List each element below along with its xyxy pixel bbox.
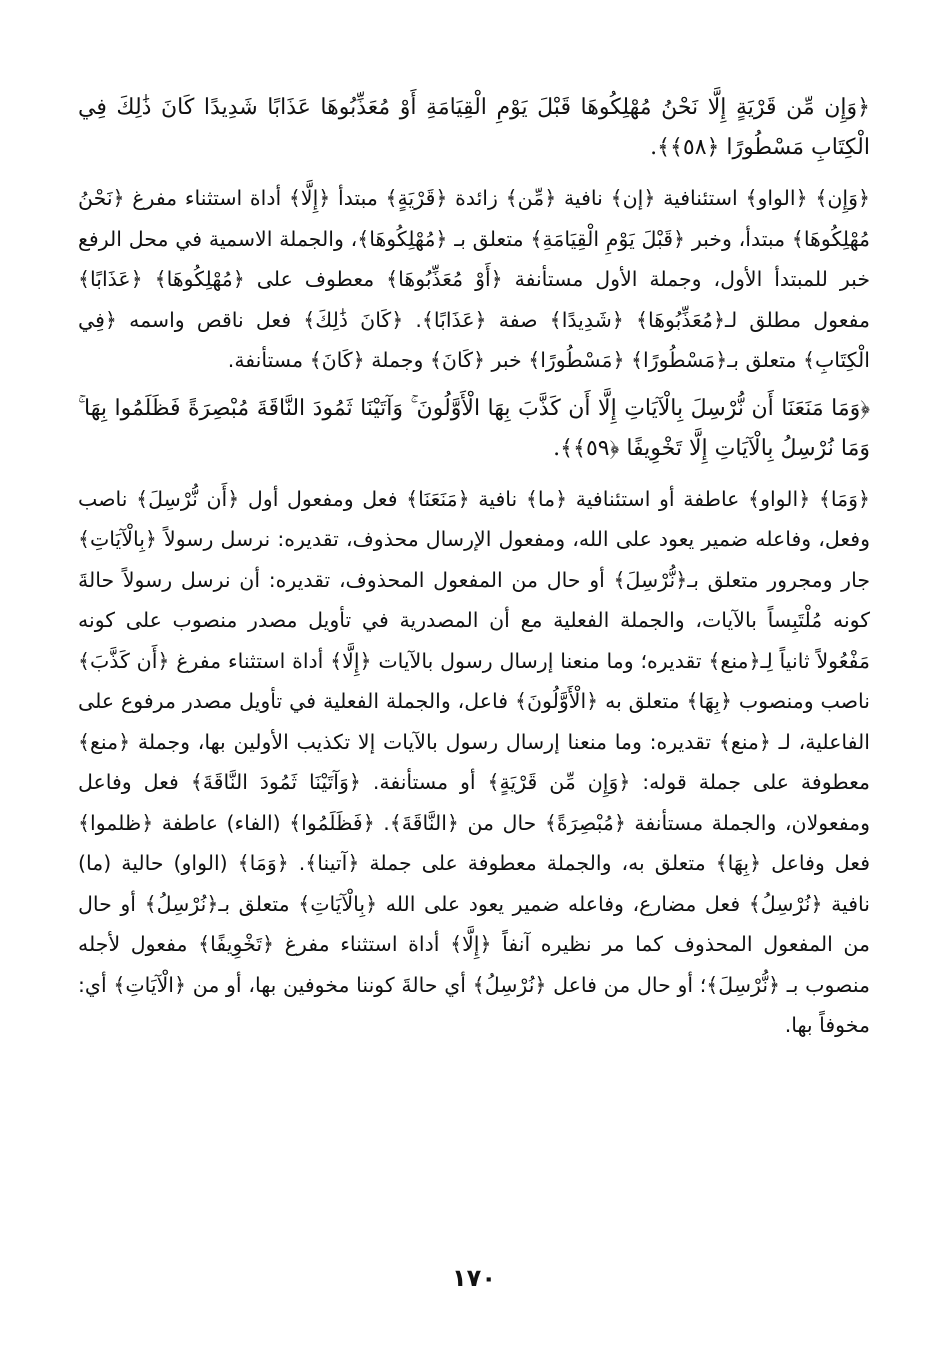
grammar-analysis-verse-58: ﴿وَإِن﴾ ﴿الواو﴾ استئنافية ﴿إن﴾ نافية ﴿مِّن﴾ زائدة ﴿قَرْيَةٍ﴾ مبتدأ ﴿إِلَّا﴾ أداة استثناء مفرغ ﴿نَحْنُ مُهْلِكُوهَا﴾ مبتدأ، وخبر ﴿قَبْلَ يَوْمِ الْقِيَامَةِ﴾ متعلق بـ ﴿مُهْلِكُوهَا﴾، والجملة الاسمية في محل الرفع خبر للمبتدأ الأول، وجملة الأول مستأنفة ﴿أَوْ مُعَذِّبُوهَا﴾ معطوف على ﴿مُهْلِكُوهَا﴾ ﴿عَذَابًا﴾ مفعول مطلق لـ﴿مُعَذِّبُوهَا﴾ ﴿شَدِيدًا﴾ صفة ﴿عَذَابًا﴾. ﴿كَانَ ذَٰلِكَ﴾ فعل ناقص واسمه ﴿فِي الْكِتَابِ﴾ متعلق بـ﴿مَسْطُورًا﴾ ﴿مَسْطُورًا﴾ خبر ﴿كَانَ﴾ وجملة ﴿كَانَ﴾ مستأنفة. bbox=[78, 186, 870, 372]
grammar-analysis-verse-59: ﴿وَمَا﴾ ﴿الواو﴾ عاطفة أو استئنافية ﴿ما﴾ نافية ﴿مَنَعَنَا﴾ فعل ومفعول أول ﴿أَن نُّرْسِلَ﴾ ناصب وفعل، وفاعله ضمير يعود على الله، ومفعول الإرسال محذوف، تقديره: نرسل رسولاً ﴿بِالْآيَاتِ﴾ جار ومجرور متعلق بـ﴿نُّرْسِلَ﴾ أو حال من المفعول المحذوف، تقديره: أن نرسل رسولاً حالةَ كونه مُلْتَبِساً بالآيات، والجملة الفعلية مع أن المصدرية في تأويل مصدر منصوب على كونه مَفْعُولاً ثانياً لِـ﴿منع﴾ تقديره؛ وما منعنا إرسال رسول بالآيات ﴿إِلَّا﴾ أداة استثناء مفرغ ﴿أَن كَذَّبَ﴾ ناصب ومنصوب ﴿بِهَا﴾ متعلق به ﴿الْأَوَّلُونَ﴾ فاعل، والجملة الفعلية في تأويل مصدر مرفوع على الفاعلية، لـ ﴿منع﴾ تقديره: وما منعنا إرسال رسول بالآيات إلا تكذيب الأولين بها، وجملة ﴿منع﴾ معطوفة على جملة قوله: ﴿وَإِن مِّن قَرْيَةٍ﴾ أو مستأنفة. ﴿وَآتَيْنَا ثَمُودَ النَّاقَةَ﴾ فعل وفاعل ومفعولان، والجملة مستأنفة ﴿مُبْصِرَةً﴾ حال من ﴿النَّاقَةَ﴾. ﴿فَظَلَمُوا﴾ (الفاء) عاطفة ﴿ظلموا﴾ فعل وفاعل ﴿بِهَا﴾ متعلق به، والجملة معطوفة على جملة ﴿آتينا﴾. ﴿وَمَا﴾ (الواو) حالية (ما) نافية ﴿نُرْسِلُ﴾ فعل مضارع، وفاعله ضمير يعود على الله ﴿بِالْآيَاتِ﴾ متعلق بـ﴿نُرْسِلُ﴾ أو حال من المفعول المحذوف كما مر نظيره آنفاً ﴿إِلَّا﴾ أداة استثناء مفرغ ﴿تَخْوِيفًا﴾ مفعول لأجله منصوب بـ ﴿نُّرْسِلَ﴾؛ أو حال من فاعل ﴿نُرْسِلُ﴾ أي حالةَ كوننا مخوفين بها، أو من ﴿الْآيَاتِ﴾ أي: مخوفاً بها. bbox=[78, 486, 870, 1037]
quran-verse-58: ﴿وَإِن مِّن قَرْيَةٍ إِلَّا نَحْنُ مُهْلِكُوهَا قَبْلَ يَوْمِ الْقِيَامَةِ أَوْ مُعَذِّبُوهَا عَذَابًا شَدِيدًا كَانَ ذَٰلِكَ فِي الْكِتَابِ مَسْطُورًا ﴿٥٨﴾﴾. bbox=[78, 95, 870, 160]
page-number: ١٧٠ bbox=[452, 1264, 496, 1292]
page-content bbox=[78, 88, 870, 1294]
quran-verse-59: ﴿وَمَا مَنَعَنَا أَن نُّرْسِلَ بِالْآيَاتِ إِلَّا أَن كَذَّبَ بِهَا الْأَوَّلُونَ ۚ وَآتَيْنَا ثَمُودَ النَّاقَةَ مُبْصِرَةً فَظَلَمُوا بِهَا ۚ وَمَا نُرْسِلُ بِالْآيَاتِ إِلَّا تَخْوِيفًا ﴿٥٩﴾﴾. bbox=[78, 395, 870, 461]
